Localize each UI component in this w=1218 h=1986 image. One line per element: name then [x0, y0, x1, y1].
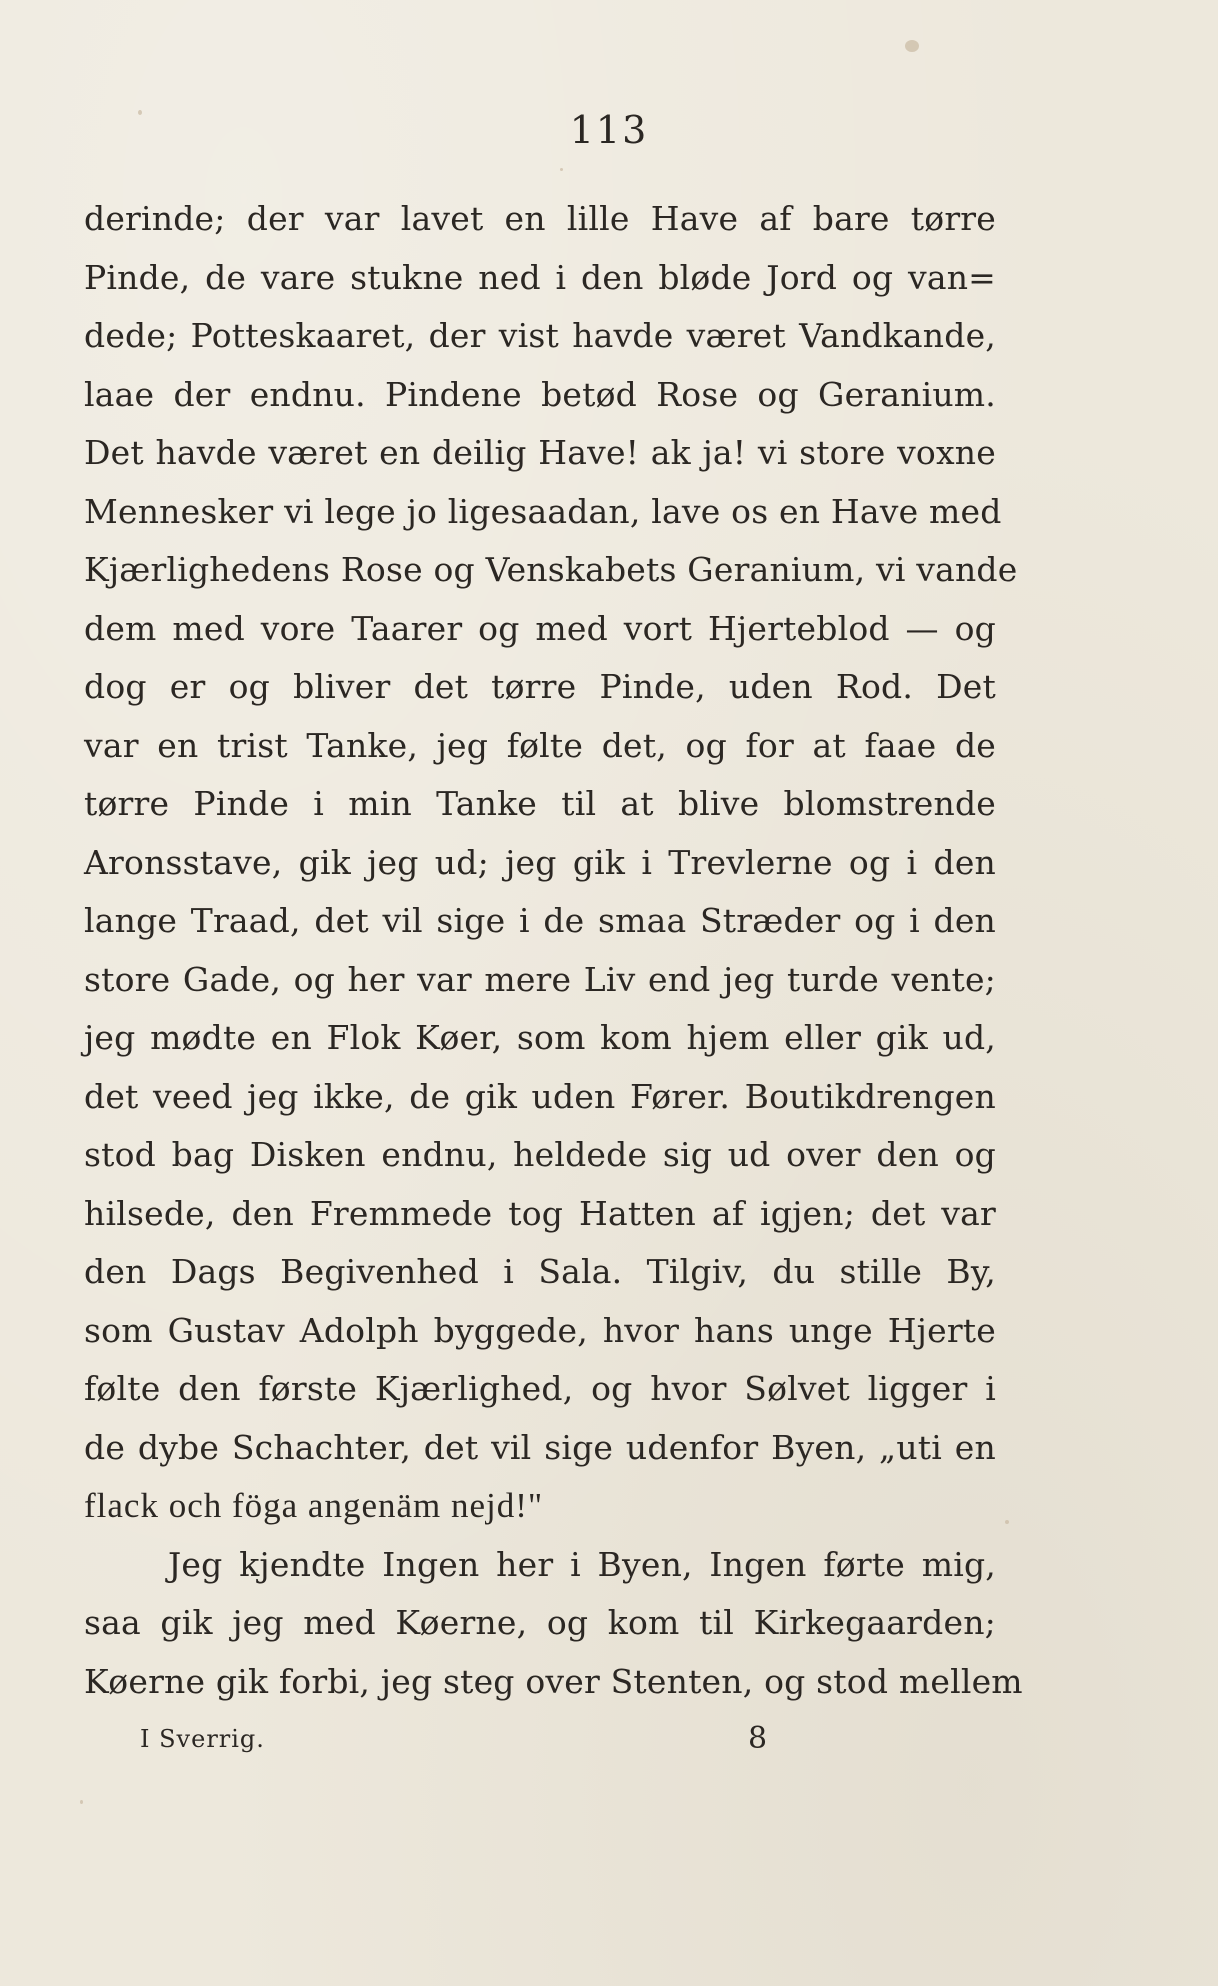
text-line: dede; Potteskaaret, der vist havde været Vandkande,: [84, 316, 996, 355]
text-line: laae der endnu. Pindene betød Rose og Geranium.: [84, 374, 996, 414]
page-footer: [0, 1721, 1218, 1765]
text-line: Aronsstave, gik jeg ud; jeg gik i Trevlerne og i den: [84, 842, 996, 882]
text-line: jeg mødte en Flok Køer, som kom hjem eller gik ud,: [84, 1018, 996, 1057]
paper-speck: [1005, 1520, 1009, 1524]
text-line: dog er og bliver det tørre Pinde, uden Rod. Det: [84, 667, 996, 706]
text-line: det veed jeg ikke, de gik uden Fører. Boutikdrengen: [84, 1076, 996, 1116]
text-line-antiqua: flack och föga angenäm nejd!": [84, 1486, 544, 1525]
text-line: følte den første Kjærlighed, og hvor Sølvet ligger i: [84, 1369, 996, 1408]
signature-mark: I Sverrig.: [140, 1725, 265, 1753]
text-line: stod bag Disken endnu, heldede sig ud over den og: [84, 1135, 996, 1174]
text-line: Pinde, de vare stukne ned i den bløde Jord og van=: [84, 257, 996, 297]
text-line: tørre Pinde i min Tanke til at blive blomstrende: [84, 784, 996, 823]
text-line: dem med vore Taarer og med vort Hjerteblod — og: [84, 608, 996, 648]
text-line: som Gustav Adolph byggede, hvor hans unge Hjerte: [84, 1310, 996, 1350]
text-line: Kjærlighedens Rose og Venskabets Geranium, vi vande: [84, 550, 1018, 589]
text-line: var en trist Tanke, jeg følte det, og for at faae de: [84, 725, 996, 765]
text-line: derinde; der var lavet en lille Have af bare tørre: [84, 199, 996, 238]
paper-speck: [905, 40, 919, 52]
text-line: den Dags Begivenhed i Sala. Tilgiv, du stille By,: [84, 1252, 996, 1291]
paper-speck: [80, 1800, 83, 1804]
text-line: saa gik jeg med Køerne, og kom til Kirkegaarden;: [84, 1603, 996, 1642]
page-number: 113: [569, 108, 649, 152]
text-line: lange Traad, det vil sige i de smaa Stræder og i den: [84, 901, 996, 940]
sheet-number: 8: [748, 1721, 768, 1756]
body-text: [84, 190, 1023, 1711]
text-line: Det havde været en deilig Have! ak ja! vi store voxne: [84, 433, 996, 472]
paper-speck: [560, 168, 563, 171]
text-line: Køerne gik forbi, jeg steg over Stenten, og stod mellem: [84, 1661, 1023, 1701]
paragraph-first-line: Jeg kjendte Ingen her i Byen, Ingen førte mig,: [168, 1544, 996, 1584]
text-line: hilsede, den Fremmede tog Hatten af igjen; det var: [84, 1193, 996, 1233]
text-line: store Gade, og her var mere Liv end jeg turde vente;: [84, 959, 996, 999]
text-line: Mennesker vi lege jo ligesaadan, lave os en Have med: [84, 491, 1002, 531]
text-line: de dybe Schachter, det vil sige udenfor Byen, „uti en: [84, 1427, 996, 1467]
